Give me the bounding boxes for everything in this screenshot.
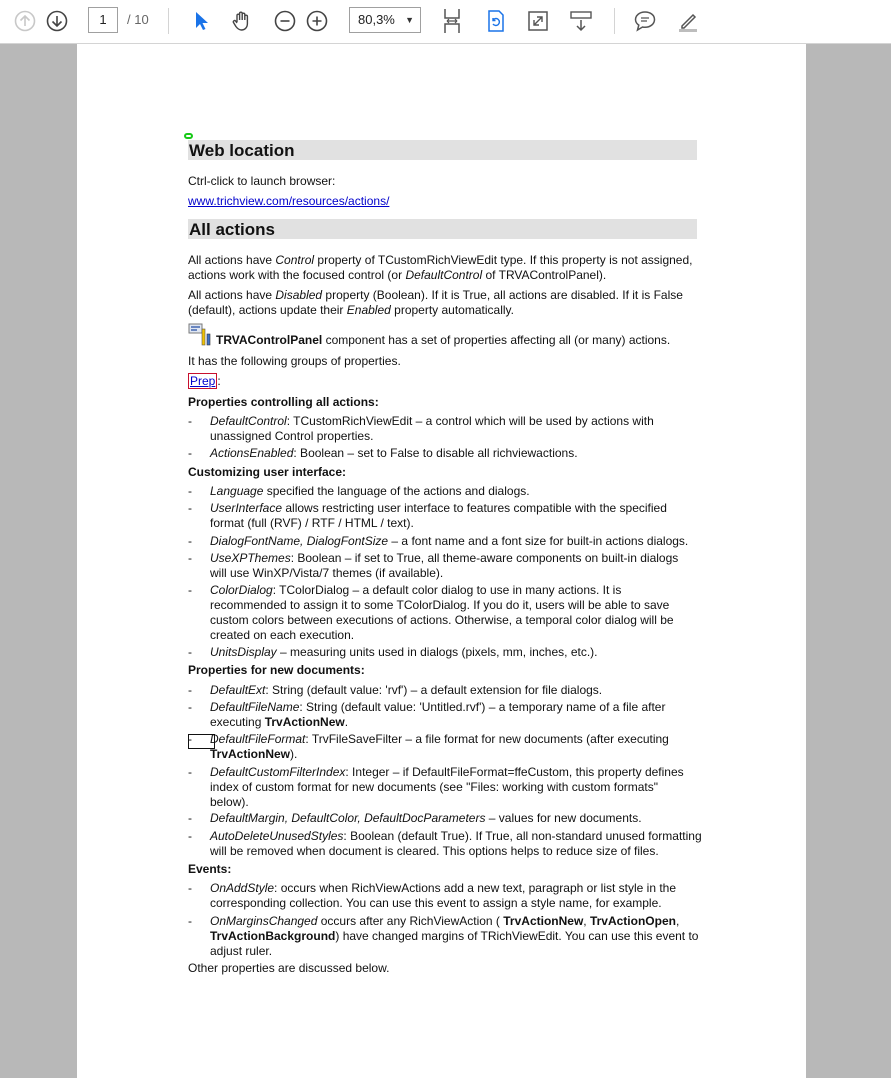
text: : Boolean (default True). If True, all non-standard unused formatting [343,829,702,843]
bookmark-marker-icon [184,133,193,139]
scroll-mode-button[interactable] [566,7,596,35]
list-bullet: - [188,914,192,928]
paragraph: Ctrl-click to launch browser: [188,174,336,188]
text: recommended to assign it to some TColorDialog. If you do it, users will be able to save [210,598,670,612]
list-bullet: - [188,765,192,779]
heading-all-actions: All actions [188,219,697,239]
text: DefaultControl [210,414,287,428]
text: TrvActionNew [503,914,584,928]
text: DefaultFileFormat [210,732,306,746]
fit-width-icon [441,8,463,34]
text: format (full (RVF) / RTF / HTML / text). [210,516,414,530]
text: will use WinXP/Vista/7 themes (if available). [210,566,444,580]
text: Control [275,253,315,267]
list-bullet: - [188,645,192,659]
list-bullet: - [188,551,192,565]
select-pointer-icon [191,10,211,32]
group-title: Events: [188,862,232,876]
text: TRVAControlPanel [216,333,323,347]
text: Enabled [346,303,391,317]
text: will be removed when document is cleared. This options helps to reduce size of files. [210,844,659,858]
group-title: Customizing user interface: [188,465,347,479]
chevron-down-icon: ▼ [405,15,414,25]
text: occurs after any RichViewAction ( [317,914,504,928]
text: : Boolean – if set to True, all theme-aware components on built-in dialogs [290,551,679,565]
document-page [77,44,806,1078]
text: property of TCustomRichViewEdit type. If this property is not assigned, [314,253,693,267]
text: AutoDeleteUnusedStyles [210,829,344,843]
text: All actions have [188,288,276,302]
text: , [675,914,680,928]
text: created on each execution. [210,628,355,642]
text: . [344,715,349,729]
text: below). [210,795,249,809]
text: custom colors between executions of actions. Otherwise, a temporal color dialog will be [210,613,674,627]
paragraph [188,253,703,283]
hand-tool-icon [230,9,254,33]
scroll-mode-icon [569,9,593,33]
text: (default), actions update their [188,303,347,317]
text: TrvActionOpen [589,914,676,928]
text: : Boolean – set to False to disable all richviewactions. [293,446,578,460]
comment-button[interactable] [630,7,660,35]
text: Language [210,484,264,498]
text: property automatically. [390,303,514,317]
text: ). [290,747,298,761]
text: OnMarginsChanged [210,914,318,928]
fullscreen-icon [527,10,549,32]
text: : [217,374,221,388]
rotate-button[interactable] [481,7,511,35]
text: UnitsDisplay [210,645,277,659]
heading-web-location: Web location [188,140,697,160]
text: DefaultExt [210,683,266,697]
highlight-icon [676,9,700,33]
zoom-out-icon [274,10,296,32]
list-bullet: - [188,829,192,843]
fit-width-button[interactable] [437,7,467,35]
list-bullet: - [188,881,192,895]
text: Disabled [275,288,323,302]
text: TrvActionBackground [210,929,336,943]
list-bullet: - [188,700,192,714]
text: : TrvFileSaveFilter – a file format for new documents (after executing [305,732,669,746]
paragraph: Other properties are discussed below. [188,961,390,975]
paragraph: It has the following groups of properties. [188,354,401,368]
text: – a font name and a font size for built-in actions dialogs. [388,534,689,548]
text: DialogFontName, DialogFontSize [210,534,389,548]
text: specified the language of the actions and dialogs. [263,484,530,498]
url-link-row [188,194,703,209]
text: DefaultFileName [210,700,300,714]
page-number-input[interactable]: 1 [88,7,118,33]
text: ColorDialog [210,583,273,597]
text: : occurs when RichViewActions add a new text, paragraph or list style in the [274,881,677,895]
prev-page-button[interactable] [10,7,40,35]
next-page-icon [46,10,68,32]
comment-icon [633,10,657,32]
group-title: Properties for new documents: [188,663,365,677]
component-palette-icon [188,323,212,347]
text: UseXPThemes [210,551,291,565]
list-bullet: - [188,484,192,498]
text: : Integer – if DefaultFileFormat=ffeCustom, this property defines [345,765,684,779]
text: , [583,914,590,928]
text: DefaultControl [405,268,483,282]
text: DefaultCustomFilterIndex [210,765,346,779]
group-title: Properties controlling all actions: [188,395,379,409]
trichview-url-link[interactable]: www.trichview.com/resources/actions/ [188,194,390,208]
text: ) have changed margins of TRichViewEdit. You can use this event to [335,929,699,943]
zoom-in-icon [306,10,328,32]
next-page-button[interactable] [42,7,72,35]
list-bullet: - [188,811,192,825]
text: : TCustomRichViewEdit – a control which will be used by actions with [286,414,654,428]
text: – values for new documents. [485,811,642,825]
toolbar-divider [614,8,615,34]
text: index of custom format for new documents (see "Files: working with custom formats" [210,780,659,794]
zoom-in-button[interactable] [302,7,332,35]
text: UserInterface [210,501,283,515]
text: unassigned Control properties. [210,429,374,443]
text: OnAddStyle [210,881,275,895]
toolbar-divider [168,8,169,34]
select-tool-button[interactable] [186,7,216,35]
text: – measuring units used in dialogs (pixels, mm, inches, etc.). [276,645,598,659]
list-bullet: - [188,446,192,460]
zoom-value: 80,3% [358,12,395,27]
text: component has a set of properties affecting all (or many) actions. [322,333,671,347]
text: executing [210,715,265,729]
text: All actions have [188,253,276,267]
list-bullet: - [188,414,192,428]
rotate-icon [486,9,506,33]
text: DefaultMargin, DefaultColor, DefaultDocParameters [210,811,486,825]
text: ActionsEnabled [210,446,294,460]
text: property (Boolean). If it is True, all actions are disabled. If it is False [322,288,683,302]
page-total-label: / 10 [127,12,149,27]
fullscreen-button[interactable] [523,7,553,35]
text: : String (default value: 'Untitled.rvf') – a temporary name of a file after [299,700,666,714]
text: : TColorDialog – a default color dialog to use in many actions. It is [272,583,622,597]
text: of TRVAControlPanel). [482,268,607,282]
text: actions work with the focused control (or [188,268,406,282]
hand-tool-button[interactable] [227,7,257,35]
text: TrvActionNew [210,747,291,761]
text: corresponding collection. You can use this event to assign a style name, for example. [210,896,662,910]
list-bullet: - [188,683,192,697]
text: adjust ruler. [210,944,273,958]
text: : String (default value: 'rvf') – a default extension for file dialogs. [265,683,603,697]
text: allows restricting user interface to features compatible with the specified [282,501,667,515]
zoom-out-button[interactable] [270,7,300,35]
highlight-button[interactable] [673,7,703,35]
text: TrvActionNew [264,715,345,729]
list-bullet: - [188,501,192,515]
prep-link[interactable]: Prep [190,374,216,388]
list-bullet: - [188,534,192,548]
list-bullet: - [188,732,192,746]
zoom-select[interactable] [349,7,421,33]
paragraph [188,288,703,318]
prev-page-icon [14,10,36,32]
paragraph [188,323,703,347]
list-bullet: - [188,583,192,597]
pdf-toolbar [0,0,891,44]
paragraph [188,374,703,389]
